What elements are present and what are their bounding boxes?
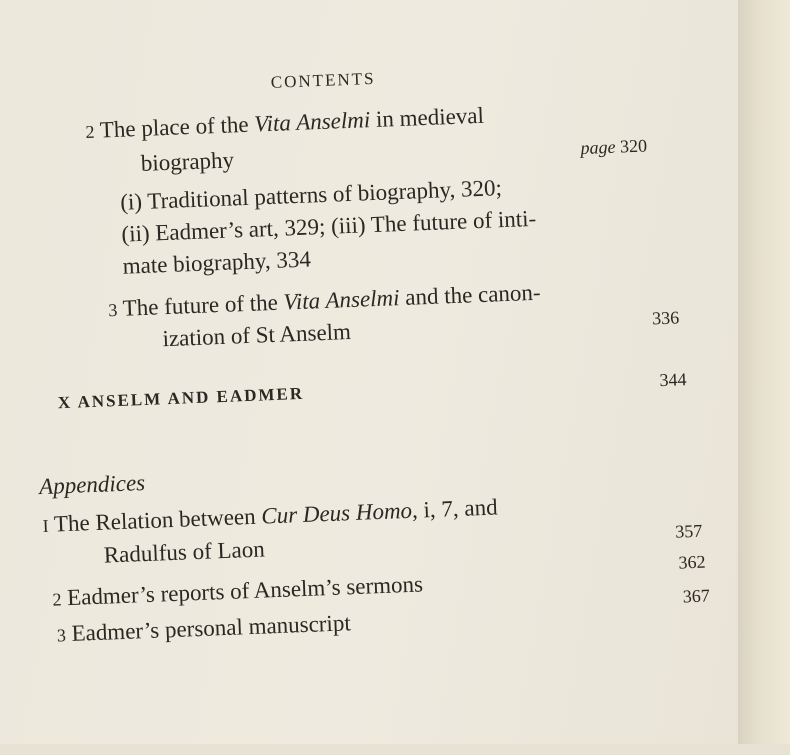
entry-2-sub3: mate biography, 334: [122, 246, 312, 279]
entry-3-number: 3: [108, 299, 118, 321]
appendix-2-number: 2: [52, 589, 62, 610]
entry-3-text-b: and the canon-: [399, 279, 542, 311]
entry-2-line1: [85, 103, 484, 144]
chapter-x-title: X ANSELM AND EADMER: [57, 383, 305, 413]
entry-2-text-a: The place of the: [99, 111, 255, 143]
entry-3-italic: Vita Anselmi: [283, 285, 400, 315]
entry-2-number: 2: [85, 121, 95, 143]
appendix-3-page: 367: [682, 585, 711, 607]
chapter-x-page: 344: [659, 369, 687, 391]
appendix-3-text: Eadmer’s personal manuscript: [71, 610, 352, 646]
appendix-1-page: 357: [674, 520, 703, 542]
appendix-1-number: I: [42, 515, 50, 536]
entry-2-italic: Vita Anselmi: [253, 107, 371, 137]
appendix-2-line: [52, 571, 424, 611]
entry-2-sub1: (i) Traditional patterns of biography, 320;: [119, 175, 503, 215]
appendices-title: Appendices: [38, 470, 146, 500]
entry-3-line2: ization of St Anselm: [162, 319, 352, 352]
entry-3-line1: [108, 280, 541, 323]
appendix-3-line: [56, 610, 351, 647]
appendix-1-line1: [42, 495, 498, 538]
entry-3-page: 336: [651, 307, 680, 329]
appendix-1-text-a: The Relation between: [53, 503, 262, 537]
entry-2-sub2: (ii) Eadmer’s art, 329; (iii) The future of inti-: [121, 205, 537, 247]
entry-2-page: [580, 135, 647, 159]
entry-2-page-label: page: [580, 136, 616, 159]
contents-title: CONTENTS: [270, 68, 376, 92]
entry-2-line2: biography: [140, 147, 235, 176]
appendix-1-line2: Radulfus of Laon: [103, 536, 266, 568]
appendix-2-page: 362: [678, 551, 706, 573]
appendix-2-text: Eadmer’s reports of Anselm’s sermons: [66, 571, 424, 611]
entry-3-text-a: The future of the: [122, 289, 284, 321]
entry-2-text-b: in medieval: [369, 102, 485, 133]
appendices-heading: [39, 470, 146, 500]
appendix-1-text-b: , i, 7, and: [411, 494, 499, 523]
entry-2-page-number: 320: [619, 135, 648, 157]
appendix-1-italic: Cur Deus Homo: [260, 497, 413, 529]
appendix-3-number: 3: [56, 625, 67, 646]
